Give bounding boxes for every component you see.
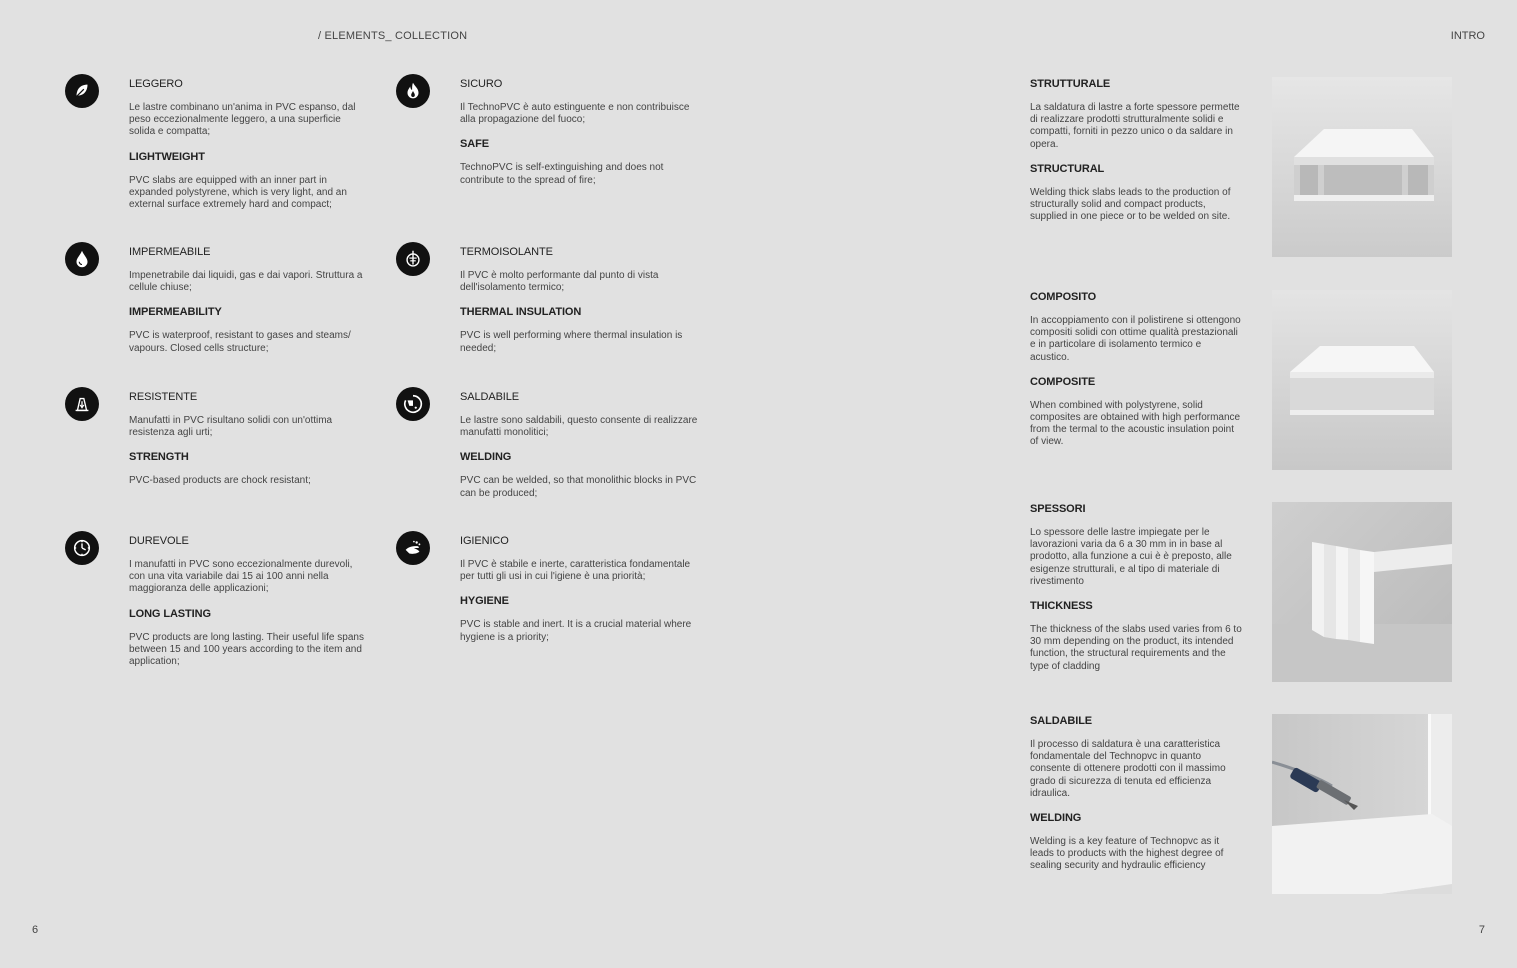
feature-title-en: LIGHTWEIGHT bbox=[129, 150, 205, 163]
feature-desc-it: La saldatura di lastre a forte spessore permette di realizzare prodotti strutturalmente solidi e compatti, forniti in pezzo unico o da saldare in opera. bbox=[1030, 102, 1240, 150]
feature-strutturale bbox=[1030, 78, 1242, 235]
feature-desc-it: Le lastre sono saldabili, questo consente di realizzare manufatti monolitici; bbox=[460, 415, 698, 439]
feature-leggero bbox=[129, 78, 369, 223]
feature-title-it: SICURO bbox=[460, 78, 503, 90]
section-header: / ELEMENTS_ COLLECTION bbox=[318, 30, 468, 42]
feature-title-it: LEGGERO bbox=[129, 78, 183, 90]
feature-title-en: WELDING bbox=[460, 451, 512, 464]
feature-resistente bbox=[129, 391, 369, 500]
feature-title-en: COMPOSITE bbox=[1030, 375, 1096, 388]
thickness-photo bbox=[1272, 502, 1452, 682]
feature-desc-en: PVC is stable and inert. It is a crucial material where hygiene is a priority; bbox=[460, 619, 692, 643]
feature-impermeabile bbox=[129, 246, 369, 367]
feature-desc-it: Il processo di saldatura è una caratteristica fondamentale del Technopvc in quanto consente di ottenere prodotti con il massimo grado di sicurezza di tenuta ed efficienza idraulica. bbox=[1030, 739, 1226, 799]
feature-desc-en: PVC is waterproof, resistant to gases and steams/ vapours. Closed cells structure; bbox=[129, 330, 351, 354]
feature-desc-en: PVC-based products are chock resistant; bbox=[129, 475, 311, 487]
welding-photo bbox=[1272, 714, 1452, 894]
feature-igienico bbox=[460, 535, 700, 656]
feature-composito bbox=[1030, 291, 1242, 461]
weld-icon bbox=[396, 387, 430, 421]
water-drop-icon bbox=[65, 242, 99, 276]
feature-title-it: COMPOSITO bbox=[1030, 291, 1097, 303]
composite-photo bbox=[1272, 290, 1452, 470]
feature-desc-en: TechnoPVC is self-extinguishing and does not contribute to the spread of fire; bbox=[460, 162, 664, 186]
feature-desc-it: Le lastre combinano un'anima in PVC espanso, dal peso eccezionalmente leggero, a una superficie solida e compatta; bbox=[129, 102, 356, 138]
page-number-right: 7 bbox=[1478, 924, 1485, 936]
feature-desc-it: In accoppiamento con il polistirene si ottengono compositi solidi con ottime qualità prestazionali e in particolare di isolamento termico e acustico. bbox=[1030, 315, 1241, 363]
feature-durevole bbox=[129, 535, 369, 680]
leaf-icon bbox=[65, 74, 99, 108]
feature-desc-it: Il TechnoPVC è auto estinguente e non contribuisce alla propagazione del fuoco; bbox=[460, 102, 690, 126]
feature-title-it: IGIENICO bbox=[460, 535, 509, 547]
feature-title-en: STRUCTURAL bbox=[1030, 162, 1105, 175]
feature-desc-en: Welding thick slabs leads to the production of structurally solid and compact products, supplied in one piece or to be welded on site. bbox=[1030, 186, 1231, 223]
feature-title-en: THERMAL INSULATION bbox=[460, 306, 582, 319]
feature-title-en: LONG LASTING bbox=[129, 607, 211, 620]
feature-desc-it: Lo spessore delle lastre impiegate per le lavorazioni varia da 6 a 30 mm in in base al prodotto, alla funzione a cui è è preposto, alle esigenze strutturali, e al tipo di materiale di rivestimento bbox=[1030, 527, 1232, 587]
flame-icon bbox=[396, 74, 430, 108]
feature-desc-it: Manufatti in PVC risultano solidi con un'ottima resistenza agli urti; bbox=[129, 415, 333, 439]
feature-sicuro bbox=[460, 78, 700, 199]
feature-termoisolante bbox=[460, 246, 700, 367]
clock-icon bbox=[65, 531, 99, 565]
feature-title-en: SAFE bbox=[460, 138, 489, 151]
feature-saldabile-right bbox=[1030, 715, 1242, 885]
feature-desc-en: The thickness of the slabs used varies from 6 to 30 mm depending on the product, its intended function, the structural requirements and the type of cladding bbox=[1030, 624, 1242, 672]
chapter-header: INTRO bbox=[1450, 30, 1485, 42]
feature-title-it: TERMOISOLANTE bbox=[460, 246, 553, 258]
thermometer-icon bbox=[396, 242, 430, 276]
feature-desc-it: Il PVC è molto performante dal punto di vista dell'isolamento termico; bbox=[460, 270, 659, 294]
feature-title-it: STRUTTURALE bbox=[1030, 78, 1111, 90]
feature-title-it: SALDABILE bbox=[460, 391, 520, 403]
feature-saldabile bbox=[460, 391, 700, 512]
feature-desc-en: When combined with polystyrene, solid composites are obtained with high performance from the termal to the acoustic insulation point of view. bbox=[1030, 399, 1241, 448]
feature-desc-en: Welding is a key feature of Technopvc as it leads to products with the highest degree of sealing security and hydraulic efficiency bbox=[1030, 836, 1224, 872]
feature-spessori bbox=[1030, 503, 1242, 685]
feature-title-it: SALDABILE bbox=[1030, 715, 1093, 727]
feature-desc-it: Il PVC è stabile e inerte, caratteristica fondamentale per tutti gli usi in cui l'igiene è una priorità; bbox=[460, 559, 691, 583]
feature-desc-en: PVC can be welded, so that monolithic blocks in PVC can be produced; bbox=[460, 475, 697, 499]
weight-icon bbox=[65, 387, 99, 421]
feature-desc-en: PVC products are long lasting. Their useful life spans between 15 and 100 years according to the item and application; bbox=[129, 631, 364, 668]
feature-desc-it: I manufatti in PVC sono eccezionalmente durevoli, con una vita variabile dai 15 ai 100 anni nella maggioranza delle applicazioni; bbox=[129, 559, 353, 595]
feature-title-it: SPESSORI bbox=[1030, 503, 1086, 515]
feature-title-it: IMPERMEABILE bbox=[129, 246, 211, 258]
hand-icon bbox=[396, 531, 430, 565]
feature-title-en: THICKNESS bbox=[1030, 600, 1093, 613]
feature-title-en: HYGIENE bbox=[460, 595, 509, 608]
feature-title-it: DUREVOLE bbox=[129, 535, 189, 547]
feature-title-it: RESISTENTE bbox=[129, 391, 198, 403]
feature-title-en: WELDING bbox=[1030, 812, 1082, 825]
feature-title-en: STRENGTH bbox=[129, 451, 189, 464]
feature-desc-en: PVC slabs are equipped with an inner part in expanded polystyrene, which is very light, and an external surface extremely hard and compact; bbox=[129, 174, 347, 211]
page-number-left: 6 bbox=[32, 924, 39, 936]
feature-desc-en: PVC is well performing where thermal insulation is needed; bbox=[460, 330, 683, 354]
feature-desc-it: Impenetrabile dai liquidi, gas e dai vapori. Struttura a cellule chiuse; bbox=[129, 270, 363, 294]
feature-title-en: IMPERMEABILITY bbox=[129, 306, 222, 319]
structural-photo bbox=[1272, 77, 1452, 257]
